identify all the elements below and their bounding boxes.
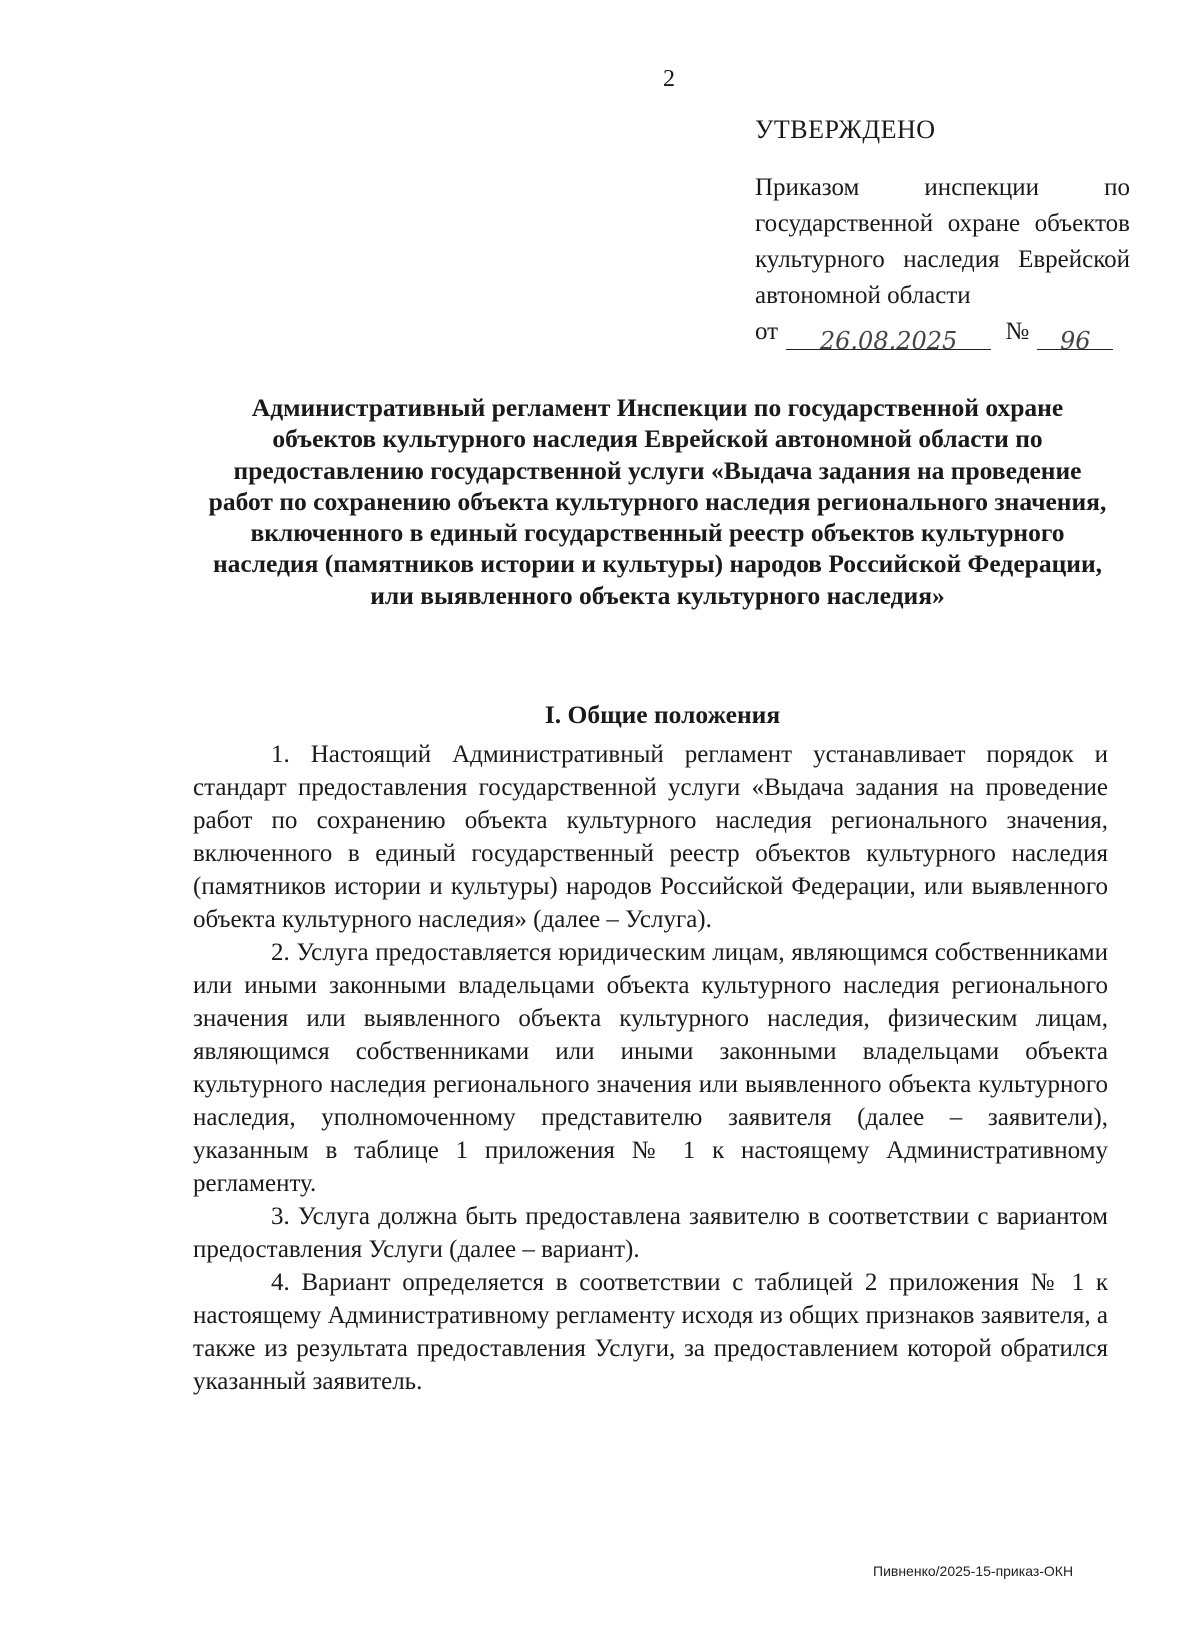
date-prefix: от xyxy=(755,318,779,345)
handwritten-number: 96 xyxy=(1037,323,1113,350)
approval-title: УТВЕРЖДЕНО xyxy=(755,115,936,144)
paragraph-1: 1. Настоящий Административный регламент устанавливает порядок и стандарт предоставления государственной услуги «Выдача задания на проведение работ по сохранению объекта культурного наследия регионального значения, включенного в единый государственный реестр объектов культурного наследия (памятников истории и культуры) народов Российской Федерации, или выявленного объекта культурного наследия» (далее – Услуга). xyxy=(193,741,1108,933)
handwritten-date: 26.08.2025 xyxy=(786,323,991,350)
approval-date-line xyxy=(755,314,1130,355)
footer-reference: Пивненко/2025-15-приказ-ОКН xyxy=(873,1563,1074,1579)
page-number: 2 xyxy=(663,66,675,92)
paragraph-2: 2. Услуга предоставляется юридическим лицам, являющимся собственниками или иными законными владельцами объекта культурного наследия регионального значения или выявленного объекта культурного наследия, физическим лицам, являющимся собственниками или иными законными владельцами объекта культурного наследия регионального значения или выявленного объекта культурного наследия, уполномоченному представителю заявителя (далее – заявители), указанным в таблице 1 приложения № 1 к настоящему Административному регламенту. xyxy=(193,939,1108,1197)
section-heading: I. Общие положения xyxy=(544,700,781,729)
paragraph-4: 4. Вариант определяется в соответствии с таблицей 2 приложения № 1 к настоящему Административному регламенту исходя из общих признаков заявителя, а также из результата предоставления Услуги, за предоставлением которой обратился указанный заявитель. xyxy=(193,1269,1108,1395)
paragraph-3: 3. Услуга должна быть предоставлена заявителю в соответствии с вариантом предоставления Услуги (далее – вариант). xyxy=(193,1203,1108,1263)
document-title: Административный регламент Инспекции по государственной охране объектов культурного наследия Еврейской автономной области по предоставлению государственной услуги «Выдача задания на проведение работ по сохранению объекта культурного наследия регионального значения, включенного в единый государственный реестр объектов культурного наследия (памятников истории и культуры) народов Российской Федерации, или выявленного объекта культурного наследия» xyxy=(208,393,1107,610)
approval-block xyxy=(755,112,1130,355)
approval-text: Приказом инспекции по государственной охране объектов культурного наследия Еврейской автономной области xyxy=(755,174,1130,309)
number-prefix: № xyxy=(1005,318,1030,345)
body-text xyxy=(193,738,1108,1398)
